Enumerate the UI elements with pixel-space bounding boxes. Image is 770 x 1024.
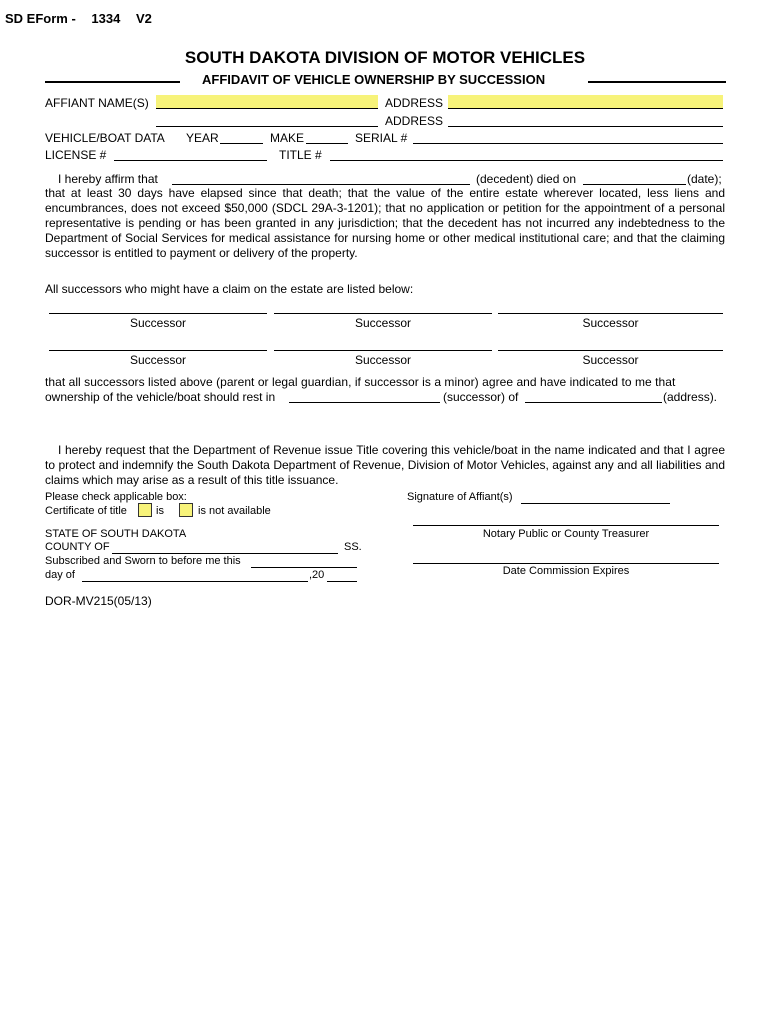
is-not-checkbox[interactable] (179, 503, 193, 517)
successor-of-label: (successor) of (443, 390, 519, 404)
notary-label: Notary Public or County Treasurer (482, 528, 650, 540)
successor-address-field[interactable] (525, 389, 662, 403)
address-label-1: ADDRESS (385, 96, 444, 110)
address-label-2: ADDRESS (385, 114, 444, 128)
day-of-label: day of (45, 569, 75, 581)
successor-line-3[interactable] (498, 313, 723, 314)
certificate-label: Certificate of title (45, 505, 127, 517)
successor-label: Successor (354, 353, 412, 367)
form-code: SD EForm - (5, 11, 76, 26)
ss-label: SS. (344, 541, 362, 553)
license-field[interactable] (114, 147, 267, 161)
successor-label: Successor (129, 353, 187, 367)
notary-year-field[interactable] (327, 568, 357, 582)
checkbox-prompt: Please check applicable box: (45, 491, 187, 503)
successor-line-5[interactable] (274, 350, 492, 351)
commission-line[interactable] (413, 563, 719, 564)
vehicle-data-label: VEHICLE/BOAT DATA (45, 131, 165, 145)
successor-label: Successor (582, 353, 639, 367)
request-text: I hereby request that the Department of Revenue issue Title covering this vehicle/boat in the name indicated and that I agree to protect and indemnify the South Dakota Department of Revenue, Division of Motor Vehicles, against any and all liabilities and claims which may arise as a result of this title issuance. (45, 443, 725, 487)
page-title: SOUTH DAKOTA DIVISION OF MOTOR VEHICLES (184, 48, 586, 67)
title-rule-left (45, 81, 180, 83)
year-label: YEAR (186, 131, 219, 145)
successors-agree-line1: that all successors listed above (parent or legal guardian, if successor is a minor) agree and have indicated to me that (45, 375, 676, 389)
successor-name-field[interactable] (289, 389, 440, 403)
address-suffix-label: (address). (663, 390, 718, 404)
title-rule-right (588, 81, 726, 83)
successors-agree-rest-label: ownership of the vehicle/boat should rest in (45, 390, 276, 404)
state-label: STATE OF SOUTH DAKOTA (45, 528, 187, 540)
successor-label: Successor (129, 316, 187, 330)
is-checkbox[interactable] (138, 503, 152, 517)
year-prefix: ,20 (309, 569, 325, 581)
form-number: 1334 (91, 11, 121, 26)
affiant-signature-label: Signature of Affiant(s) (407, 491, 513, 503)
successor-line-2[interactable] (274, 313, 492, 314)
serial-field[interactable] (413, 130, 723, 144)
address-field-2[interactable] (448, 113, 723, 127)
successor-label: Successor (354, 316, 412, 330)
form-id: DOR-MV215(05/13) (45, 594, 152, 608)
successors-intro: All successors who might have a claim on the estate are listed below: (45, 282, 414, 296)
notary-signature-line[interactable] (413, 525, 719, 526)
license-label: LICENSE # (45, 148, 107, 162)
page-subtitle: AFFIDAVIT OF VEHICLE OWNERSHIP BY SUCCESSION (202, 72, 546, 87)
successor-label: Successor (582, 316, 639, 330)
successor-line-1[interactable] (49, 313, 267, 314)
death-date-field[interactable] (583, 171, 686, 185)
month-field[interactable] (82, 568, 308, 582)
decedent-label: (decedent) died on (476, 172, 577, 186)
affiant-signature-field[interactable] (521, 490, 670, 504)
date-label: (date); (687, 172, 722, 186)
form-version: V2 (135, 11, 152, 26)
affiant-name-field[interactable] (156, 95, 378, 109)
serial-label: SERIAL # (355, 131, 408, 145)
form-header (5, 11, 152, 26)
subscribed-day-field[interactable] (251, 554, 357, 568)
address-field-1[interactable] (448, 95, 723, 109)
make-label: MAKE (270, 131, 305, 145)
title-number-field[interactable] (330, 147, 723, 161)
successor-line-6[interactable] (498, 350, 723, 351)
affiant-name-field-2[interactable] (156, 113, 378, 127)
is-not-label: is not available (198, 505, 271, 517)
is-label: is (156, 505, 164, 517)
subscribed-label: Subscribed and Sworn to before me this (45, 555, 241, 567)
county-label: COUNTY OF (45, 541, 110, 553)
county-field[interactable] (112, 540, 338, 554)
make-field[interactable] (306, 130, 348, 144)
affirm-body: that at least 30 days have elapsed since that death; that the value of the entire estate wherever located, less liens and encumbrances, does not exceed $50,000 (SDCL 29A-3-1201); that no application or petition for the appointment of a personal representative is pending or has been granted in any jurisdiction; that the decedent has not incurred any indebtedness to the Department of Social Services for medical assistance for nursing home or other medical institutional care; and that the claiming successor is entitled to payment or delivery of the property. (45, 186, 725, 260)
affirm-intro: I hereby affirm that (58, 172, 158, 186)
year-field[interactable] (220, 130, 263, 144)
commission-label: Date Commission Expires (502, 565, 630, 577)
decedent-name-field[interactable] (172, 171, 470, 185)
affiant-name-label: AFFIANT NAME(S) (45, 96, 149, 110)
title-number-label: TITLE # (279, 148, 322, 162)
successor-line-4[interactable] (49, 350, 267, 351)
